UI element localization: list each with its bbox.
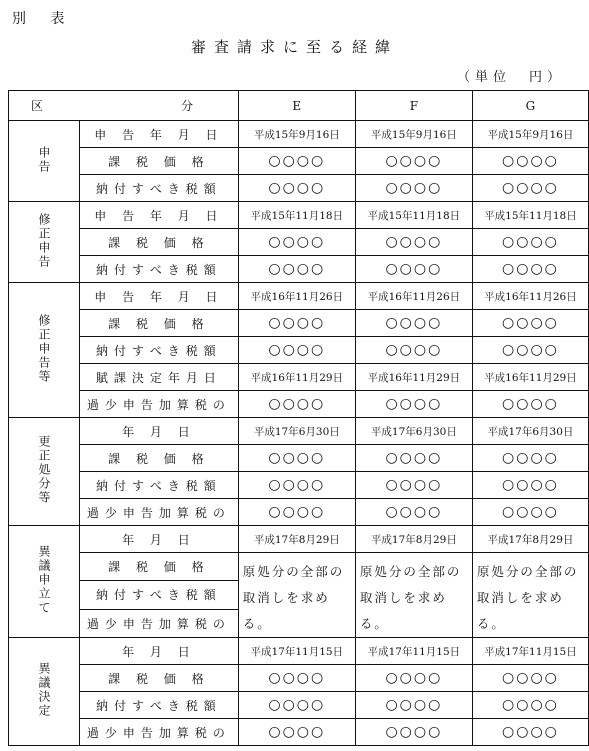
cell-e: ○○○○ [238, 229, 355, 256]
cell-e: 平成17年6月30日 [238, 418, 355, 445]
table-row [9, 202, 589, 229]
cell-f: ○○○○ [355, 692, 472, 719]
cell-e: ○○○○ [238, 175, 355, 202]
group-label-text: 修正申告 [37, 212, 51, 269]
cell-f: ○○○○ [355, 665, 472, 692]
group-label [9, 526, 80, 638]
cell-e: 平成15年11月18日 [238, 202, 355, 229]
note-cell-e: 原処分の全部の取消しを求める。 [238, 553, 355, 638]
group-label [9, 638, 80, 746]
cell-f: ○○○○ [355, 337, 472, 364]
cell-e: 平成16年11月26日 [238, 283, 355, 310]
cell-g: ○○○○ [472, 337, 588, 364]
table-row [9, 175, 589, 202]
row-item-label: 申 告 年 月 日 [80, 121, 239, 148]
group-label-text: 申告 [37, 145, 51, 174]
row-item-label: 年 月 日 [80, 638, 239, 665]
row-item-label: 過少申告加算税の [80, 499, 239, 526]
table-row [9, 665, 589, 692]
row-item-label: 納付すべき税額 [80, 337, 239, 364]
cell-g: ○○○○ [472, 148, 588, 175]
group-label [9, 418, 80, 526]
table-row [9, 310, 589, 337]
cell-e: ○○○○ [238, 337, 355, 364]
cell-e: 平成17年11月15日 [238, 638, 355, 665]
table-row [9, 526, 589, 553]
cell-e: ○○○○ [238, 445, 355, 472]
cell-g: 平成16年11月26日 [472, 283, 588, 310]
row-item-label: 申 告 年 月 日 [80, 202, 239, 229]
row-item-label: 納付すべき税額 [80, 692, 239, 719]
row-item-label: 年 月 日 [80, 526, 239, 553]
cell-g: ○○○○ [472, 229, 588, 256]
cell-g: ○○○○ [472, 256, 588, 283]
row-item-label: 過少申告加算税の [80, 391, 239, 418]
table-row [9, 364, 589, 391]
group-label-text: 修正申告等 [37, 313, 51, 384]
group-label [9, 283, 80, 418]
document-title: 審査請求に至る経緯 [190, 38, 398, 56]
cell-f: 平成17年8月29日 [355, 526, 472, 553]
table-row [9, 719, 589, 746]
group-label-text: 異議決定 [37, 662, 51, 718]
row-item-label: 年 月 日 [80, 418, 239, 445]
cell-g: 平成16年11月29日 [472, 364, 588, 391]
table-row [9, 256, 589, 283]
cell-e: ○○○○ [238, 391, 355, 418]
column-header-g: G [472, 91, 588, 121]
category-header-left: 区 [31, 99, 44, 113]
group-label [9, 202, 80, 283]
table-row [9, 283, 589, 310]
table-row [9, 472, 589, 499]
column-header-e: E [238, 91, 355, 121]
cell-g: ○○○○ [472, 472, 588, 499]
cell-g: ○○○○ [472, 391, 588, 418]
cell-e: ○○○○ [238, 148, 355, 175]
cell-f: ○○○○ [355, 445, 472, 472]
cell-f: 平成17年11月15日 [355, 638, 472, 665]
category-header [9, 91, 239, 121]
cell-e: 平成16年11月29日 [238, 364, 355, 391]
table-row [9, 553, 589, 581]
row-item-label: 納付すべき税額 [80, 256, 239, 283]
cell-g: ○○○○ [472, 445, 588, 472]
cell-g: 平成17年11月15日 [472, 638, 588, 665]
group-label-text: 異議申立て [37, 545, 51, 615]
cell-f: 平成15年11月18日 [355, 202, 472, 229]
row-item-label: 課 税 価 格 [80, 665, 239, 692]
cell-e: ○○○○ [238, 692, 355, 719]
cell-g: 平成17年8月29日 [472, 526, 588, 553]
cell-f: ○○○○ [355, 175, 472, 202]
cell-e: ○○○○ [238, 499, 355, 526]
cell-g: ○○○○ [472, 175, 588, 202]
cell-f: 平成17年6月30日 [355, 418, 472, 445]
cell-f: ○○○○ [355, 256, 472, 283]
row-item-label: 過少申告加算税の [80, 609, 239, 637]
cell-f: ○○○○ [355, 148, 472, 175]
row-item-label: 課 税 価 格 [80, 445, 239, 472]
category-header-right: 分 [181, 99, 194, 113]
cell-e: 平成15年9月16日 [238, 121, 355, 148]
table-row [9, 638, 589, 665]
cell-f: ○○○○ [355, 719, 472, 746]
table-row [9, 445, 589, 472]
cell-f: 平成16年11月26日 [355, 283, 472, 310]
cell-g: ○○○○ [472, 665, 588, 692]
cell-g: ○○○○ [472, 719, 588, 746]
cell-f: 平成15年9月16日 [355, 121, 472, 148]
history-table [8, 90, 589, 746]
table-row [9, 337, 589, 364]
row-item-label: 課 税 価 格 [80, 553, 239, 581]
row-item-label: 納付すべき税額 [80, 472, 239, 499]
table-row [9, 148, 589, 175]
cell-g: 平成15年11月18日 [472, 202, 588, 229]
row-item-label: 過少申告加算税の [80, 719, 239, 746]
column-header-f: F [355, 91, 472, 121]
cell-f: ○○○○ [355, 310, 472, 337]
cell-g: ○○○○ [472, 692, 588, 719]
row-item-label: 納付すべき税額 [80, 581, 239, 609]
table-row [9, 499, 589, 526]
row-item-label: 課 税 価 格 [80, 229, 239, 256]
row-item-label: 課 税 価 格 [80, 148, 239, 175]
table-row [9, 391, 589, 418]
row-item-label: 賦課決定年月日 [80, 364, 239, 391]
cell-e: ○○○○ [238, 256, 355, 283]
note-cell-g: 原処分の全部の取消しを求める。 [472, 553, 588, 638]
cell-f: ○○○○ [355, 229, 472, 256]
cell-e: ○○○○ [238, 719, 355, 746]
cell-e: 平成17年8月29日 [238, 526, 355, 553]
table-row [9, 692, 589, 719]
table-row [9, 121, 589, 148]
cell-f: ○○○○ [355, 472, 472, 499]
cell-f: ○○○○ [355, 499, 472, 526]
annex-label: 別 表 [12, 11, 75, 27]
cell-f: 平成16年11月29日 [355, 364, 472, 391]
row-item-label: 課 税 価 格 [80, 310, 239, 337]
cell-e: ○○○○ [238, 310, 355, 337]
cell-g: 平成17年6月30日 [472, 418, 588, 445]
cell-f: ○○○○ [355, 391, 472, 418]
row-item-label: 納付すべき税額 [80, 175, 239, 202]
table-row [9, 418, 589, 445]
header-row [9, 91, 589, 121]
cell-g: ○○○○ [472, 310, 588, 337]
row-item-label: 申 告 年 月 日 [80, 283, 239, 310]
group-label [9, 121, 80, 202]
cell-e: ○○○○ [238, 665, 355, 692]
cell-g: 平成15年9月16日 [472, 121, 588, 148]
cell-e: ○○○○ [238, 472, 355, 499]
note-cell-f: 原処分の全部の取消しを求める。 [355, 553, 472, 638]
cell-g: ○○○○ [472, 499, 588, 526]
table-body [9, 121, 589, 746]
unit-label: （単位 円） [456, 70, 565, 85]
table-row [9, 229, 589, 256]
group-label-text: 更正処分等 [37, 435, 51, 505]
